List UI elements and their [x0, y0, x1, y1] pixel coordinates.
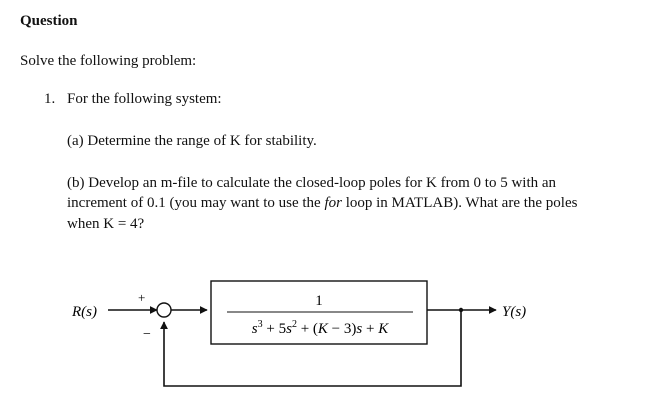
output-label: Y(s) [502, 304, 527, 320]
intro-text: Solve the following problem: [20, 53, 197, 69]
item-number: 1. [44, 91, 56, 107]
part-a-text: (a) Determine the range of K for stability. [67, 133, 317, 149]
question-heading: Question [20, 13, 78, 29]
part-b-line-2-pre: increment of 0.1 (you may want to use the [67, 195, 325, 211]
den-exp-2: 2 [291, 319, 297, 330]
minus-sign: − [143, 327, 151, 342]
part-b-line-2-em: for [324, 195, 342, 211]
input-label: R(s) [72, 304, 97, 320]
den-exp-3: 3 [257, 319, 263, 330]
den-mid-4: + [362, 321, 379, 337]
den-k1: K [317, 321, 328, 337]
part-b-line-2-post: loop in MATLAB). What are the poles [341, 195, 578, 211]
part-b-line-3: when K = 4? [67, 216, 145, 232]
den-mid-2: + ( [296, 321, 318, 337]
den-mid-3: − 3) [327, 321, 357, 337]
tf-numerator: 1 [315, 293, 323, 309]
den-mid-1: + 5 [262, 321, 287, 337]
den-s3: s [356, 321, 363, 337]
den-s1: s [251, 321, 258, 337]
den-k2: K [378, 321, 389, 337]
item-text: For the following system: [67, 91, 222, 107]
summing-junction [157, 303, 171, 317]
den-s2: s [286, 321, 292, 337]
part-b-line-1: (b) Develop an m-file to calculate the closed-loop poles for K from 0 to 5 with an [67, 175, 557, 191]
tf-denominator [252, 319, 389, 337]
plus-sign: + [138, 290, 146, 305]
